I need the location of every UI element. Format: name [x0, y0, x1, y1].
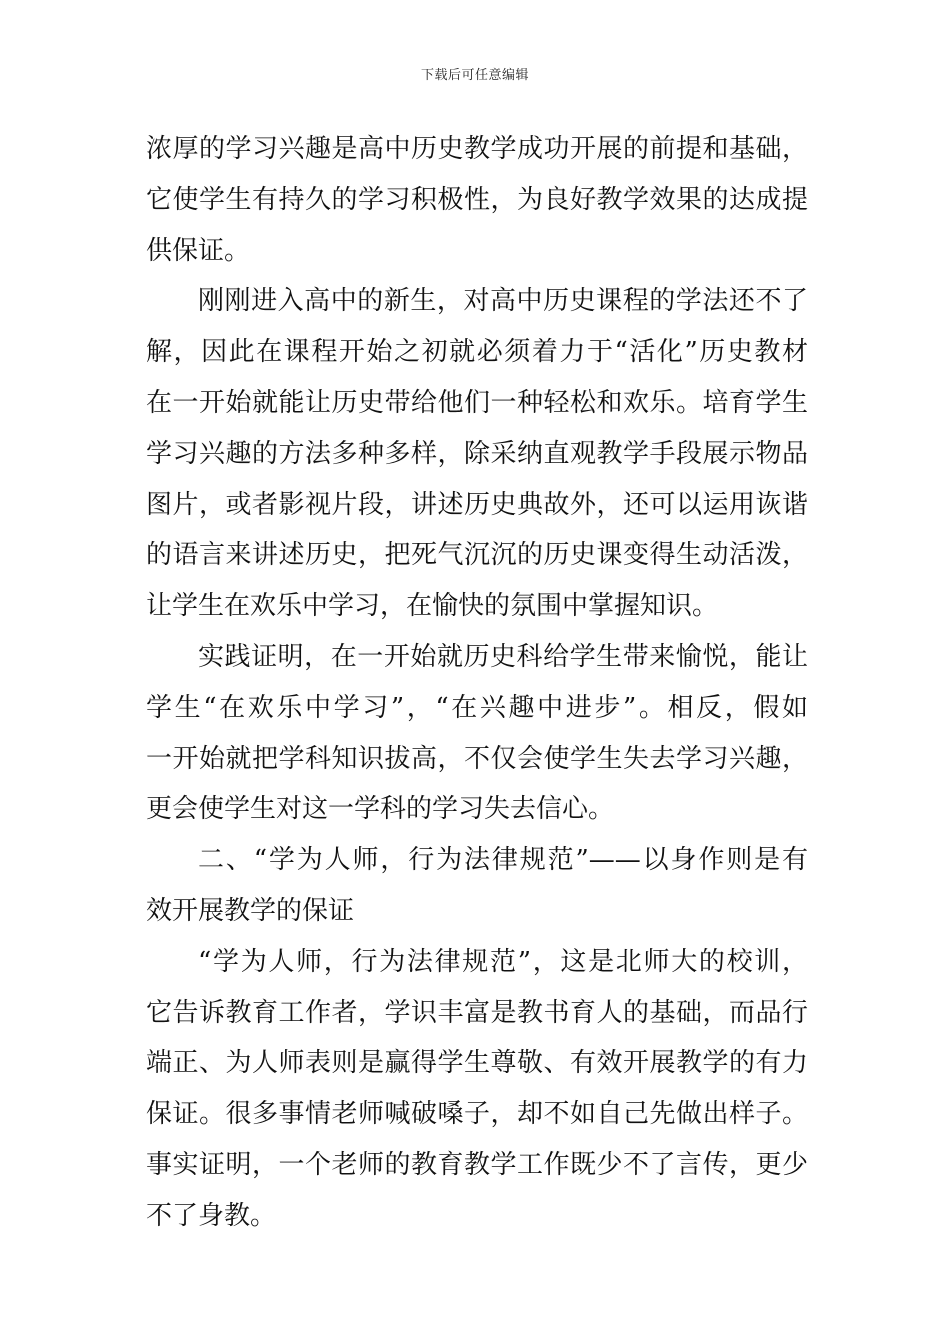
text-line: 保证。很多事情老师喊破嗓子，却不如自己先做出样子。 — [146, 1099, 808, 1130]
text-line: 供保证。 — [146, 235, 251, 266]
text-line: 端正、为人师表则是赢得学生尊敬、有效开展教学的有力 — [146, 1048, 808, 1079]
section-heading-line: 二、“学为人师，行为法律规范”——以身作则是有 — [198, 845, 808, 876]
text-line: 实践证明，在一开始就历史科给学生带来愉悦，能让 — [198, 641, 808, 672]
text-line: 学生“在欢乐中学习”，“在兴趣中进步”。相反，假如 — [146, 692, 808, 723]
text-line: 不了身教。 — [146, 1200, 277, 1231]
text-line: “学为人师，行为法律规范”，这是北师大的校训， — [198, 946, 808, 977]
section-heading-line: 效开展教学的保证 — [146, 895, 355, 926]
text-line: 让学生在欢乐中学习，在愉快的氛围中掌握知识。 — [146, 591, 719, 622]
page-header-note: 下载后可任意编辑 — [420, 68, 529, 83]
text-line: 图片，或者影视片段，讲述历史典故外，还可以运用诙谐 — [146, 489, 808, 520]
text-line: 刚刚进入高中的新生，对高中历史课程的学法还不了 — [198, 286, 808, 317]
text-line: 事实证明，一个老师的教育教学工作既少不了言传，更少 — [146, 1149, 808, 1180]
text-line: 它告诉教育工作者，学识丰富是教书育人的基础，而品行 — [146, 997, 808, 1028]
text-line: 学习兴趣的方法多种多样，除采纳直观教学手段展示物品 — [146, 438, 808, 469]
text-line: 它使学生有持久的学习积极性，为良好教学效果的达成提 — [146, 184, 808, 215]
text-line: 解，因此在课程开始之初就必须着力于“活化”历史教材 — [146, 337, 808, 368]
text-line: 一开始就把学科知识拔高，不仅会使学生失去学习兴趣， — [146, 743, 808, 774]
text-line: 浓厚的学习兴趣是高中历史教学成功开展的前提和基础， — [146, 134, 808, 164]
text-line: 更会使学生对这一学科的学习失去信心。 — [146, 794, 615, 825]
document-body — [146, 124, 808, 1242]
text-line: 在一开始就能让历史带给他们一种轻松和欢乐。培育学生 — [146, 387, 808, 418]
text-line: 的语言来讲述历史，把死气沉沉的历史课变得生动活泼， — [146, 540, 808, 571]
